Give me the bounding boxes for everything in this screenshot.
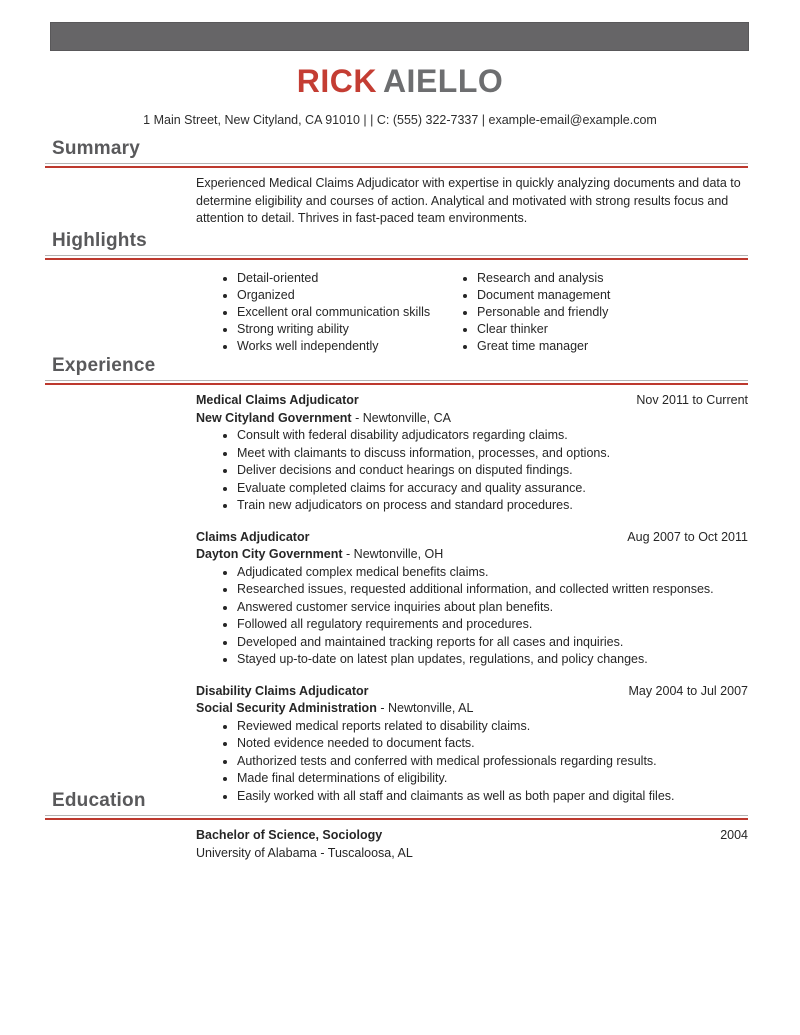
education-body [196,820,748,862]
contact-line: 1 Main Street, New Cityland, CA 91010 | | C: (555) 322-7337 | example-email@example.com [143,113,657,127]
job-dates: Aug 2007 to Oct 2011 [627,529,748,544]
highlights-column-right [455,270,610,355]
highlights-columns [196,267,748,355]
job-header-row [196,529,748,547]
highlight-item: • Works well independently [237,338,455,355]
job-entry [196,683,748,806]
section-highlights [45,230,748,355]
highlight-item: • Detail-oriented [237,270,455,287]
job-duties-list [196,427,748,515]
job-dates: Nov 2011 to Current [636,393,748,407]
job-duty: • Deliver decisions and conduct hearings on disputed findings. [237,462,748,480]
job-employer: Social Security Administration [196,701,377,715]
experience-body [196,385,748,805]
highlight-item: • Clear thinker [477,321,610,338]
job-duty: • Developed and maintained tracking reports for all cases and inquiries. [237,634,748,652]
job-role: Disability Claims Adjudicator [196,683,369,698]
job-duty: • Authorized tests and conferred with medical professionals regarding results. [237,753,748,771]
job-duty: • Made final determinations of eligibility. [237,770,748,788]
job-location: - Newtonville, AL [380,701,474,715]
job-dates: May 2004 to Jul 2007 [628,683,748,698]
job-role: Medical Claims Adjudicator [196,393,359,407]
job-duty: • Reviewed medical reports related to disability claims. [237,718,748,736]
job-duty: • Researched issues, requested additional information, and collected written responses. [237,581,748,599]
job-duty: • Adjudicated complex medical benefits claims. [237,564,748,582]
job-employer-line [196,700,748,718]
highlight-item: • Strong writing ability [237,321,455,338]
summary-text: Experienced Medical Claims Adjudicator with expertise in quickly analyzing documents and data to determine eligibility and courses of action. Analytical and motivated with strong results focus and attention to detail. Thrives in fast-paced team environments. [196,176,741,225]
education-school: University of Alabama - Tuscaloosa, AL [196,845,413,860]
education-degree-row [196,827,748,845]
section-summary [45,138,748,228]
education-degree: Bachelor of Science, Sociology [196,828,383,842]
section-experience [45,355,748,819]
job-duty: • Easily worked with all staff and claimants as well as both paper and digital files. [237,788,748,806]
highlight-item: • Research and analysis [477,270,610,287]
job-duty: • Noted evidence needed to document facts. [237,735,748,753]
highlight-item: • Personable and friendly [477,304,610,321]
summary-body [196,168,748,228]
job-duty: • Consult with federal disability adjudicators regarding claims. [237,427,748,445]
job-employer-line [196,546,748,564]
job-duty: • Stayed up-to-date on latest plan updates, regulations, and policy changes. [237,651,748,669]
experience-heading: Experience [45,355,748,381]
education-year: 2004 [720,828,748,842]
highlight-item: • Excellent oral communication skills [237,304,455,321]
job-employer: New Cityland Government [196,410,352,425]
section-education [45,790,748,862]
job-duties-list [196,564,748,669]
highlights-column-left [196,270,455,355]
job-duty: • Meet with claimants to discuss information, processes, and options. [237,445,748,463]
job-entry [196,392,748,515]
candidate-last-name: AIELLO [382,63,504,99]
highlight-item: • Document management [477,287,610,304]
job-employer-line [196,410,748,428]
job-duty: • Followed all regulatory requirements and procedures. [237,616,748,634]
summary-heading: Summary [45,138,748,164]
candidate-first-name: RICK [296,63,377,99]
highlights-body [196,260,748,355]
job-duty: • Evaluate completed claims for accuracy and quality assurance. [237,480,748,498]
highlight-item: • Great time manager [477,338,610,355]
job-location: - Newtonville, OH [346,547,444,561]
job-duty: • Train new adjudicators on process and standard procedures. [237,497,748,515]
job-location: - Newtonville, CA [355,410,451,425]
job-header-row [196,683,748,701]
job-role: Claims Adjudicator [196,529,310,544]
candidate-name [0,63,800,100]
header-bar [50,22,749,51]
education-heading: Education [45,790,748,816]
job-employer: Dayton City Government [196,547,343,561]
highlights-heading: Highlights [45,230,748,256]
job-header-row [196,392,748,410]
job-duty: • Answered customer service inquiries about plan benefits. [237,599,748,617]
job-entry [196,529,748,669]
highlight-item: • Organized [237,287,455,304]
